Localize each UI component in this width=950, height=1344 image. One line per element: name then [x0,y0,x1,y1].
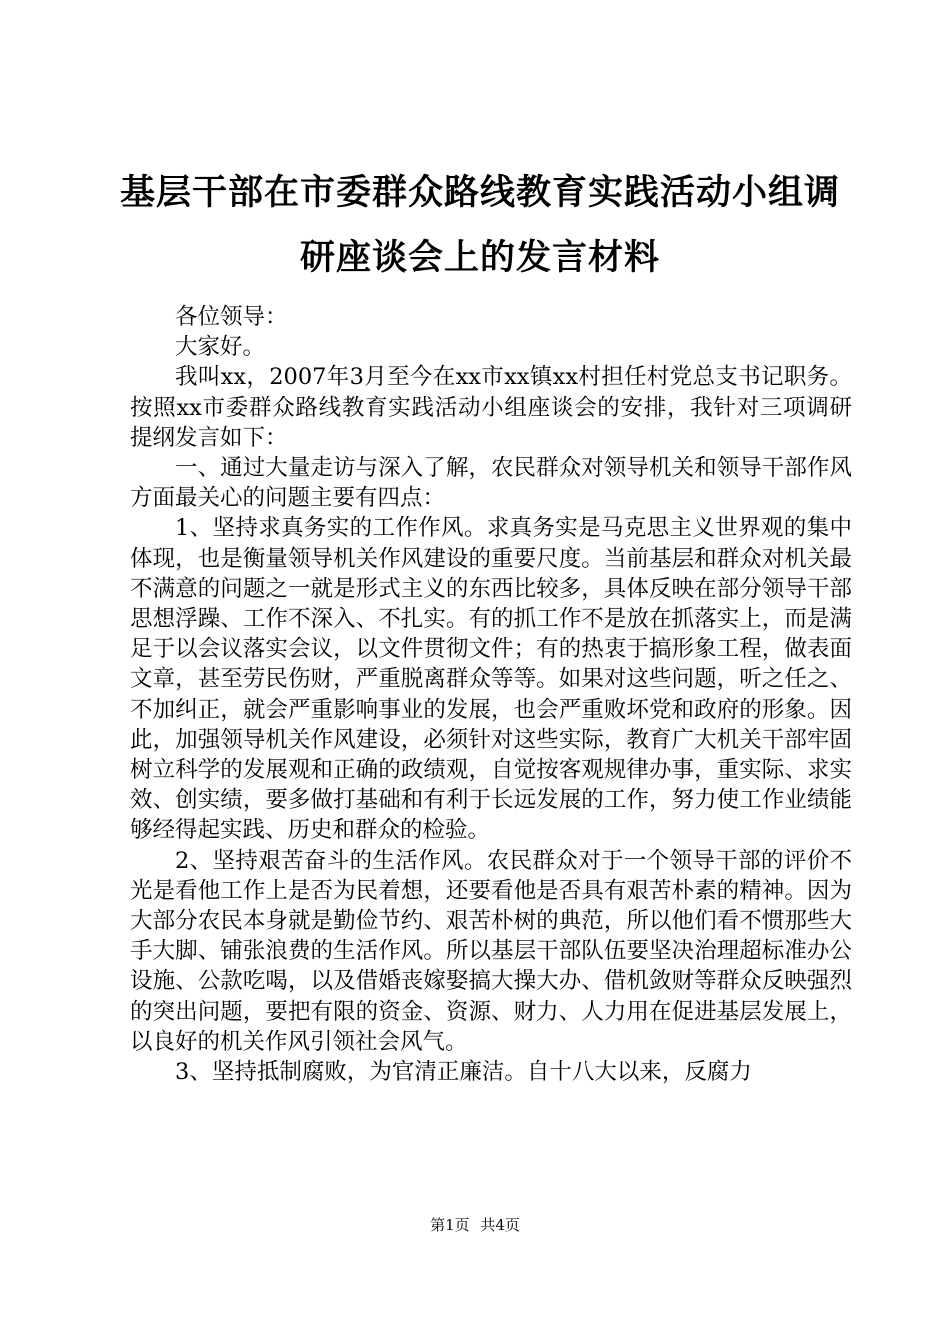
greeting: 大家好。 [175,334,266,361]
point-one-paragraph: 1、坚持求真务实的工作作风。求真务实是马克思主义世界观的集中体现，也是衡量领导机关作风建设的重要尺度。当前基层和群众对机关最不满意的问题之一就是形式主义的东西比较多，具体反映在部分领导干部思想浮躁、工作不深入、不扎实。有的抓工作不是放在抓落实上，而是满足于以会议落实会议，以文件贯彻文件；有的热衷于搞形象工程，做表面文章，甚至劳民伤财，严重脱离群众等等。如果对这些问题，听之任之、不加纠正，就会严重影响事业的发展，也会严重败坏党和政府的形象。因此，加强领导机关作风建设，必须针对这些实际，教育广大机关干部牢固树立科学的发展观和正确的政绩观，自觉按客观规律办事，重实际、求实效、创实绩，要多做打基础和有利于长远发展的工作，努力使工作业绩能够经得起实践、历史和群众的检验。 [130,515,852,844]
point-three-paragraph: 3、坚持抵制腐败，为官清正廉洁。自十八大以来，反腐力 [175,1059,752,1086]
page-total: 共4页 [480,1216,520,1234]
document-body [130,302,852,1087]
page-number: 第1页 [430,1216,470,1234]
page-footer [0,1215,950,1235]
point-two-paragraph: 2、坚持艰苦奋斗的生活作风。农民群众对于一个领导干部的评价不光是看他工作上是否为民着想，还要看他是否具有艰苦朴素的精神。因为大部分农民本身就是勤俭节约、艰苦朴树的典范，所以他们看不惯那些大手大脚、铺张浪费的生活作风。所以基层干部队伍要坚决治理超标准办公设施、公款吃喝，以及借婚丧嫁娶搞大操大办、借机敛财等群众反映强烈的突出问题，要把有限的资金、资源、财力、人力用在促进基层发展上，以良好的机关作风引领社会风气。 [130,847,852,1055]
intro-paragraph: 我叫xx，2007年3月至今在xx市xx镇xx村担任村党总支书记职务。按照xx市委群众路线教育实践活动小组座谈会的安排，我针对三项调研提纲发言如下： [130,364,852,451]
document-title: 基层干部在市委群众路线教育实践活动小组调研座谈会上的发言材料 [120,172,841,278]
salutation: 各位领导： [175,304,288,330]
section-heading-one: 一、通过大量走访与深入了解，农民群众对领导机关和领导干部作风方面最关心的问题主要有四点： [130,455,852,512]
